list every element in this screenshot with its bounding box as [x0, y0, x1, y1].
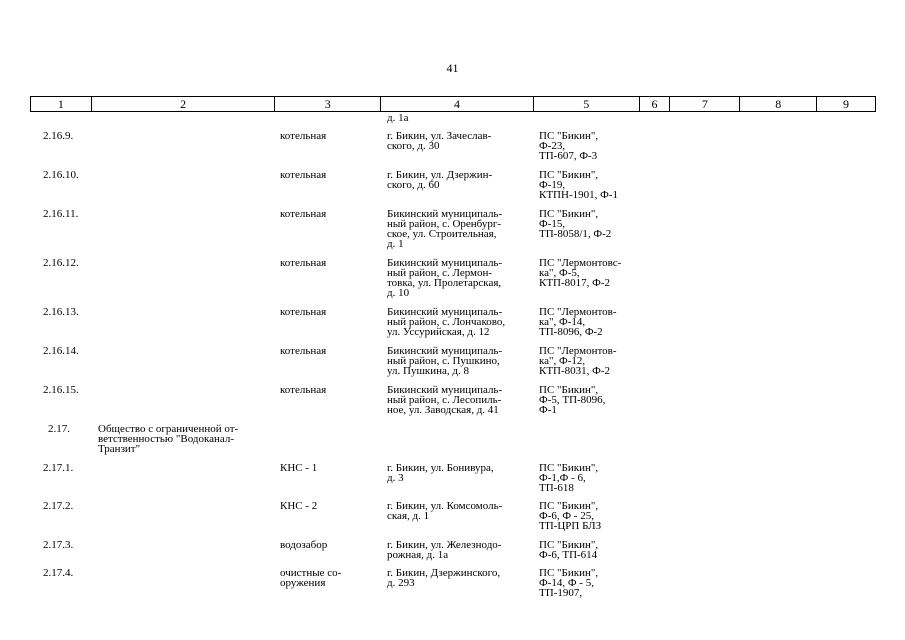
- address: Бикинский муниципаль- ный район, с. Лесопиль- ное, ул. Заводская, д. 41: [387, 384, 503, 416]
- row-number: 2.16.12.: [43, 257, 79, 269]
- row-number: 2.16.11.: [43, 208, 79, 220]
- header-col-7: 7: [670, 97, 740, 111]
- row-number: 2.16.14.: [43, 345, 79, 357]
- object-name: КНС - 1: [280, 462, 318, 474]
- object-name: водозабор: [280, 539, 328, 551]
- power-source: ПС "Лермонтовс- ка", Ф-5, КТП-8017, Ф-2: [539, 257, 622, 289]
- header-col-1: 1: [31, 97, 92, 111]
- object-name: котельная: [280, 130, 327, 142]
- row-number: 2.17.4.: [43, 567, 74, 579]
- row-number: 2.17.: [48, 423, 70, 435]
- row-number: 2.16.10.: [43, 169, 79, 181]
- header-col-8: 8: [740, 97, 817, 111]
- address: Бикинский муниципаль- ный район, с. Лермон- товка, ул. Пролетарская, д. 10: [387, 257, 503, 299]
- address: Бикинский муниципаль- ный район, с. Пушкино, ул. Пушкина, д. 8: [387, 345, 503, 377]
- row-number: 2.16.15.: [43, 384, 79, 396]
- row-number: 2.17.2.: [43, 500, 74, 512]
- power-source: ПС "Бикин", Ф-19, КТПН-1901, Ф-1: [539, 169, 618, 201]
- header-col-6: 6: [640, 97, 671, 111]
- object-name: котельная: [280, 208, 327, 220]
- object-name: котельная: [280, 345, 327, 357]
- power-source: ПС "Лермонтов- ка", Ф-12, КТП-8031, Ф-2: [539, 345, 617, 377]
- object-name: котельная: [280, 169, 327, 181]
- power-source: ПС "Бикин", Ф-6, Ф - 25, ТП-ЦРП БЛЗ: [539, 500, 602, 532]
- row-number: 2.17.3.: [43, 539, 74, 551]
- row-number: 2.16.9.: [43, 130, 74, 142]
- address: г. Бикин, ул. Бонивура, д. 3: [387, 462, 494, 484]
- object-name: очистные со- оружения: [280, 567, 342, 589]
- object-name: котельная: [280, 257, 327, 269]
- address: г. Бикин, ул. Зачеслав- ского, д. 30: [387, 130, 492, 152]
- table-header: [30, 96, 876, 112]
- header-col-5: 5: [534, 97, 640, 111]
- address: Бикинский муниципаль- ный район, с. Лончаково, ул. Уссурийская, д. 12: [387, 306, 506, 338]
- row-number: 2.17.1.: [43, 462, 74, 474]
- power-source: ПС "Лермонтов- ка", Ф-14, ТП-8096, Ф-2: [539, 306, 617, 338]
- header-col-9: 9: [843, 97, 850, 111]
- address-continuation: д. 1а: [387, 112, 409, 124]
- address: г. Бикин, Дзержинского, д. 293: [387, 567, 501, 589]
- object-name: котельная: [280, 306, 327, 318]
- address: г. Бикин, ул. Дзержин- ского, д. 60: [387, 169, 493, 191]
- power-source: ПС "Бикин", Ф-1,Ф - 6, ТП-618: [539, 462, 599, 494]
- header-col-2: 2: [92, 97, 276, 111]
- page-number: 41: [446, 61, 459, 75]
- header-col-4: 4: [381, 97, 534, 111]
- address: г. Бикин, ул. Комсомоль- ская, д. 1: [387, 500, 503, 522]
- object-name: КНС - 2: [280, 500, 318, 512]
- header-col-3: 3: [275, 97, 381, 111]
- power-source: ПС "Бикин", Ф-23, ТП-607, Ф-3: [539, 130, 599, 162]
- power-source: ПС "Бикин", Ф-14, Ф - 5, ТП-1907,: [539, 567, 599, 599]
- organization-name: Общество с ограниченной от- ветственностью "Водоканал- Транзит": [98, 423, 239, 455]
- power-source: ПС "Бикин", Ф-15, ТП-8058/1, Ф-2: [539, 208, 612, 240]
- power-source: ПС "Бикин", Ф-5, ТП-8096, Ф-1: [539, 384, 606, 416]
- power-source: ПС "Бикин", Ф-6, ТП-614: [539, 539, 599, 561]
- address: Бикинский муниципаль- ный район, с. Оренбург- ское, ул. Строительная, д. 1: [387, 208, 503, 250]
- address: г. Бикин, ул. Железнодо- рожная, д. 1а: [387, 539, 502, 561]
- object-name: котельная: [280, 384, 327, 396]
- row-number: 2.16.13.: [43, 306, 79, 318]
